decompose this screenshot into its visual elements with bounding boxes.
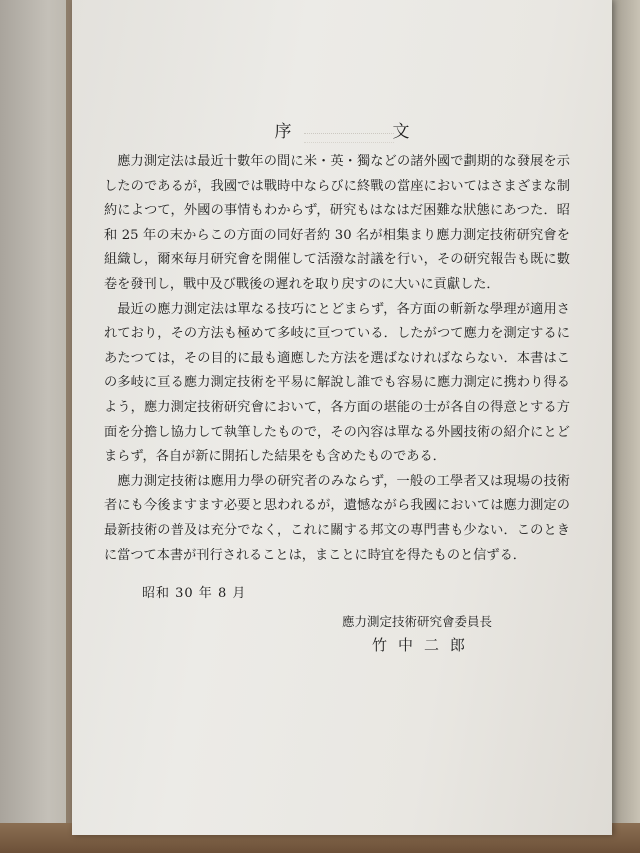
preface-body bbox=[104, 150, 570, 568]
signer-name: 竹中二郎 bbox=[372, 636, 477, 654]
committee-title: 應力測定技術研究會委員長 bbox=[342, 614, 493, 629]
paragraph-3: 應力測定技術は應用力學の研究者のみならず，一般の工學者又は現場の技術者にも今後ますます必要と思われるが，遺憾ながら我國においては應力測定の最新技術の普及は充分でなく，これに關する邦文の專門書も少ない．このときに當つて本書が刊行されることは，まことに時宜を得たものと信ずる． bbox=[104, 473, 570, 563]
paragraph-1: 應力測定法は最近十數年の間に米・英・獨などの諸外國で劃期的な發展を示したのであるが，我國では戰時中ならびに終戰の當座においてはさまざまな制約によつて，外國の事情もわからず，研究もはなはだ困難な狀態にあつた．昭和 25 年の末からこの方面の同好者約 30 名が相集まり應力測定技術研究會を組織し，爾來毎月研究會を開催して活潑な討議を行い，その研究報告も既に數卷を發刊し，戰中及び戰後の遲れを取り戻すのに大いに貢獻した． bbox=[104, 154, 570, 292]
faint-stamp-mark bbox=[304, 133, 394, 143]
document-page bbox=[72, 0, 612, 835]
page-title: 序 文 bbox=[274, 122, 452, 142]
date-line: 昭和 30 年 8 月 bbox=[142, 586, 247, 601]
paragraph-2: 最近の應力測定法は單なる技巧にとどまらず，各方面の斬新な學理が適用されており，その方法も極めて多岐に亘つている．したがつて應力を測定するにあたつては，その目的に最も適應した方法を選ばなければならない．本書はこの多岐に亘る應力測定技術を平易に解說し誰でも容易に應力測定に携わり得るよう，應力測定技術研究會において，各方面の堪能の士が各自の得意とする方面を分擔し協力して執筆したもので，その內容は單なる外國技術の紹介にとどまらず，各自が新に開拓した結果をも含めたものである． bbox=[104, 301, 570, 465]
